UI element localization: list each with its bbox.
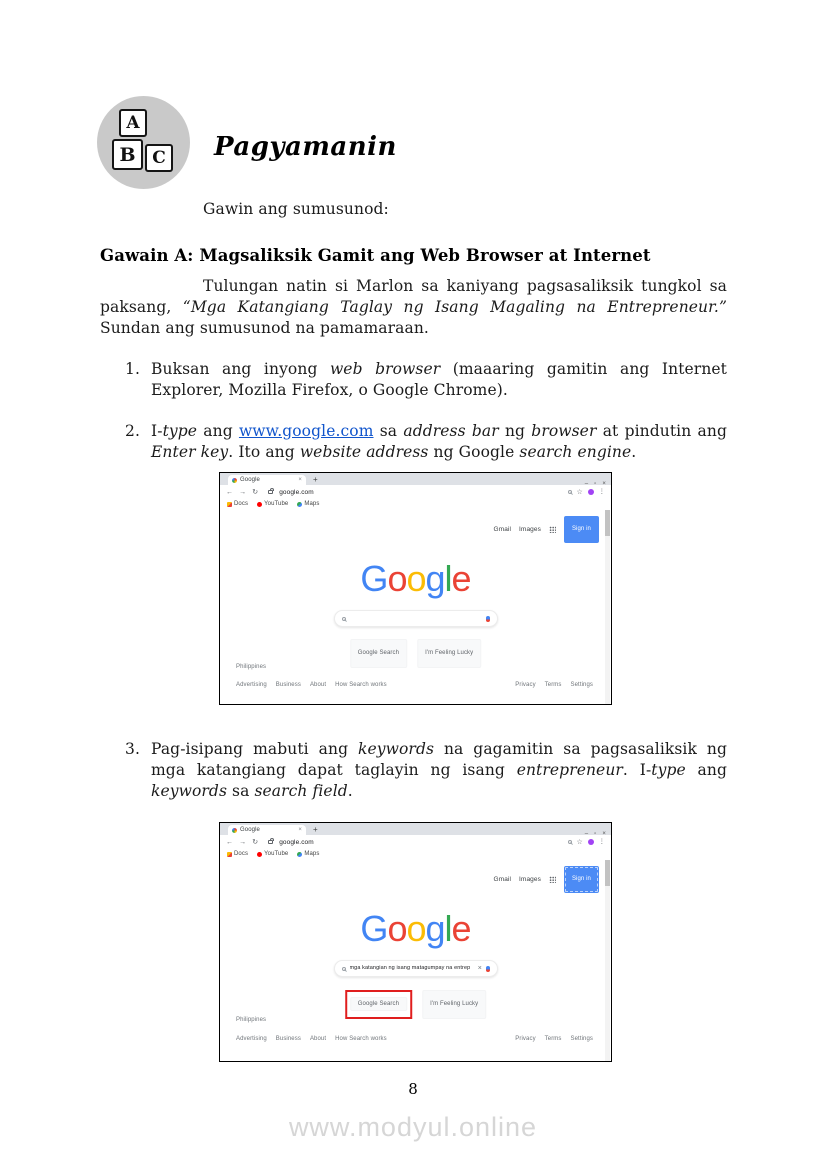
para-text-2: Sundan ang sumusunod na pamamaraan. bbox=[100, 319, 429, 337]
shot1-address-bar[interactable]: google.com bbox=[279, 488, 314, 496]
shot2-tab-strip bbox=[220, 823, 611, 835]
images-link[interactable]: Images bbox=[519, 526, 541, 533]
sign-in-button[interactable]: Sign in bbox=[564, 516, 599, 543]
item3-t3: na gagamitin sa pagsasaliksik ng mga katangiang dapat taglayin ng isang bbox=[151, 740, 727, 779]
back-icon[interactable]: ← bbox=[226, 838, 234, 846]
country-label: Philippines bbox=[236, 664, 267, 670]
reload-icon[interactable]: ↻ bbox=[252, 838, 259, 846]
settings-link[interactable]: Settings bbox=[570, 1036, 593, 1042]
list-item-2-number: 2. bbox=[125, 422, 140, 440]
item1-t3: (maaaring gamitin ang Internet Explorer, Mozilla Firefox, o Google Chrome). bbox=[151, 360, 728, 399]
maps-icon bbox=[297, 852, 302, 857]
youtube-icon bbox=[257, 852, 262, 857]
block-a bbox=[119, 109, 147, 137]
shot1-tab-strip bbox=[220, 473, 611, 485]
shot1-window-controls bbox=[585, 474, 606, 495]
page-number: 8 bbox=[408, 1080, 418, 1098]
advertising-link[interactable]: Advertising bbox=[236, 1036, 267, 1042]
privacy-link[interactable]: Privacy bbox=[515, 1036, 536, 1042]
tab-close-icon[interactable]: × bbox=[298, 476, 302, 483]
menu-dots-icon[interactable]: ⋮ bbox=[598, 488, 605, 495]
tab-close-icon[interactable]: × bbox=[298, 826, 302, 833]
maps-icon bbox=[297, 502, 302, 507]
clear-query-icon[interactable]: × bbox=[477, 965, 482, 972]
logo-l: l bbox=[444, 558, 452, 599]
shot2-browser-tab[interactable] bbox=[228, 825, 306, 835]
business-link[interactable]: Business bbox=[275, 682, 301, 688]
item2-t12: ng Google bbox=[428, 443, 520, 461]
lock-icon bbox=[268, 490, 273, 494]
google-logo bbox=[360, 560, 470, 598]
terms-link[interactable]: Terms bbox=[544, 682, 562, 688]
minimize-icon[interactable]: – bbox=[584, 481, 589, 487]
bookmark-youtube-label: YouTube bbox=[264, 501, 289, 507]
shot2-tab-title: Google bbox=[240, 826, 260, 833]
logo-o2: o bbox=[406, 908, 426, 949]
new-tab-button[interactable]: + bbox=[313, 825, 318, 834]
microphone-icon[interactable] bbox=[486, 616, 490, 622]
para-topic-quote: “Mga Katangiang Taglay ng Isang Magaling na Entrepreneur.” bbox=[182, 298, 727, 316]
item2-t8: at pindutin ang bbox=[596, 422, 727, 440]
shot2-top-links bbox=[494, 866, 599, 893]
block-b-letter: B bbox=[119, 143, 136, 166]
bookmark-star-icon[interactable]: ☆ bbox=[576, 488, 583, 496]
forward-icon[interactable]: → bbox=[239, 838, 247, 846]
logo-g: G bbox=[360, 558, 388, 599]
logo-o1: o bbox=[387, 558, 407, 599]
gmail-link[interactable]: Gmail bbox=[493, 876, 512, 883]
list-item-3 bbox=[100, 739, 727, 802]
back-icon[interactable]: ← bbox=[226, 488, 234, 496]
shot1-top-links bbox=[494, 516, 599, 543]
shot2-scrollbar[interactable] bbox=[605, 860, 610, 1061]
microphone-icon[interactable] bbox=[486, 966, 490, 972]
logo-g: G bbox=[360, 908, 388, 949]
block-b bbox=[112, 139, 143, 170]
bookmark-youtube-label: YouTube bbox=[264, 851, 289, 857]
steps-list bbox=[100, 359, 727, 463]
list-item-2-text bbox=[151, 421, 727, 463]
screenshot-google-homepage bbox=[219, 472, 612, 705]
bookmark-star-icon[interactable]: ☆ bbox=[576, 838, 583, 846]
item3-t8: keywords bbox=[151, 782, 228, 800]
red-highlight-box bbox=[345, 990, 412, 1019]
item2-t14: . bbox=[631, 443, 637, 461]
shot2-bookmarks-bar bbox=[220, 849, 611, 860]
item2-t6: ng bbox=[498, 422, 532, 440]
google-logo bbox=[360, 910, 470, 948]
menu-dots-icon[interactable]: ⋮ bbox=[598, 838, 605, 845]
close-icon[interactable]: × bbox=[602, 481, 606, 487]
logo-g2: g bbox=[425, 908, 445, 949]
list-item-1-text bbox=[151, 359, 727, 401]
shot1-search-buttons bbox=[350, 639, 482, 668]
shot2-search-buttons bbox=[345, 990, 487, 1019]
list-item-1-number: 1. bbox=[125, 360, 140, 378]
feeling-lucky-button[interactable]: I'm Feeling Lucky bbox=[422, 990, 486, 1019]
list-item-2 bbox=[100, 421, 727, 463]
shot1-browser-tab[interactable] bbox=[228, 475, 306, 485]
shot1-tab-title: Google bbox=[240, 476, 260, 483]
list-item-3-number: 3. bbox=[125, 740, 140, 758]
intro-line: Gawin ang sumusunod: bbox=[203, 200, 389, 218]
item3-t7: ang bbox=[685, 761, 727, 779]
shot1-scroll-thumb[interactable] bbox=[605, 510, 610, 536]
bookmark-maps-label: Maps bbox=[304, 851, 320, 857]
item2-t4: sa bbox=[373, 422, 404, 440]
bookmark-maps-label: Maps bbox=[304, 501, 320, 507]
minimize-icon[interactable]: – bbox=[584, 831, 589, 837]
item2-t13: search engine bbox=[519, 443, 632, 461]
item3-t10: search field bbox=[254, 782, 348, 800]
item2-t2: type bbox=[162, 422, 198, 440]
maximize-icon[interactable]: ▫ bbox=[594, 831, 597, 837]
country-label: Philippines bbox=[236, 1017, 267, 1023]
para-text-1: Tulungan natin si Marlon sa kaniyang pagsasaliksik tungkol sa paksang, bbox=[100, 277, 727, 316]
item2-t11: website address bbox=[299, 443, 429, 461]
list-item-1 bbox=[100, 359, 727, 401]
logo-e: e bbox=[451, 908, 471, 949]
list-item-3-text bbox=[151, 739, 727, 802]
section-title: Pagyamanin bbox=[214, 132, 397, 162]
item3-t9: sa bbox=[227, 782, 255, 800]
item3-t5: . I- bbox=[622, 761, 652, 779]
google-favicon-icon bbox=[232, 478, 237, 483]
item2-t5: address bar bbox=[403, 422, 499, 440]
bookmark-docs-label: Docs bbox=[234, 851, 249, 857]
search-query-text[interactable]: mga katangian ng isang matagumpay na entrep bbox=[349, 965, 471, 971]
item1-t1: Buksan ang inyong bbox=[151, 360, 330, 378]
shot1-search-field[interactable] bbox=[334, 610, 498, 627]
shot2-page-body bbox=[220, 860, 611, 1061]
logo-g2: g bbox=[425, 558, 445, 599]
intro-paragraph bbox=[100, 276, 727, 339]
logo-o2: o bbox=[406, 558, 426, 599]
apps-grid-icon[interactable] bbox=[549, 526, 556, 533]
block-c bbox=[145, 144, 173, 172]
search-field-magnifier-icon bbox=[342, 967, 346, 971]
item2-t1: I- bbox=[151, 422, 163, 440]
google-search-button[interactable]: Google Search bbox=[350, 639, 407, 668]
screenshot-google-search-query bbox=[219, 822, 612, 1062]
search-icon[interactable] bbox=[568, 840, 572, 844]
shot2-search-field[interactable] bbox=[334, 960, 498, 977]
shot2-address-bar[interactable]: google.com bbox=[279, 838, 314, 846]
images-link[interactable]: Images bbox=[519, 876, 541, 883]
item1-t2: web browser bbox=[329, 360, 441, 378]
shot2-window-controls bbox=[585, 824, 606, 845]
reload-icon[interactable]: ↻ bbox=[252, 488, 259, 496]
shot1-scrollbar[interactable] bbox=[605, 510, 610, 704]
item2-t9: Enter key bbox=[151, 443, 229, 461]
logo-o1: o bbox=[387, 908, 407, 949]
logo-e: e bbox=[451, 558, 471, 599]
terms-link[interactable]: Terms bbox=[544, 1036, 562, 1042]
youtube-icon bbox=[257, 502, 262, 507]
forward-icon[interactable]: → bbox=[239, 488, 247, 496]
item3-t11: . bbox=[347, 782, 353, 800]
apps-grid-icon[interactable] bbox=[549, 876, 556, 883]
lock-icon bbox=[268, 840, 273, 844]
gmail-link[interactable]: Gmail bbox=[493, 526, 512, 533]
activity-title: Gawain A: Magsaliksik Gamit ang Web Browser at Internet bbox=[100, 246, 651, 265]
search-field-magnifier-icon bbox=[342, 617, 346, 621]
shot2-scroll-thumb[interactable] bbox=[605, 860, 610, 886]
feeling-lucky-button[interactable]: I'm Feeling Lucky bbox=[417, 639, 481, 668]
close-icon[interactable]: × bbox=[602, 831, 606, 837]
privacy-link[interactable]: Privacy bbox=[515, 682, 536, 688]
shot1-bookmarks-bar bbox=[220, 499, 611, 510]
docs-icon bbox=[227, 852, 232, 857]
google-url-link[interactable]: www.google.com bbox=[238, 422, 374, 440]
search-icon[interactable] bbox=[568, 490, 572, 494]
google-favicon-icon bbox=[232, 828, 237, 833]
logo-l: l bbox=[444, 908, 452, 949]
document-content bbox=[100, 199, 727, 1062]
shot1-footer-links bbox=[236, 675, 593, 696]
item2-t7: browser bbox=[531, 422, 597, 440]
item3-t4: entrepreneur bbox=[516, 761, 623, 779]
how-search-works-link[interactable]: How Search works bbox=[335, 682, 387, 688]
abc-blocks-icon bbox=[97, 96, 190, 189]
sign-in-button[interactable]: Sign in bbox=[564, 866, 599, 893]
item2-t3: ang bbox=[197, 422, 239, 440]
about-link[interactable]: About bbox=[309, 682, 327, 688]
block-c-letter: C bbox=[152, 148, 166, 168]
watermark: www.modyul.online bbox=[288, 1112, 538, 1142]
item3-t2: keywords bbox=[358, 740, 435, 758]
settings-link[interactable]: Settings bbox=[570, 682, 593, 688]
about-link[interactable]: About bbox=[309, 1036, 327, 1042]
bookmark-docs-label: Docs bbox=[234, 501, 249, 507]
block-a-letter: A bbox=[126, 113, 140, 133]
new-tab-button[interactable]: + bbox=[313, 475, 318, 484]
business-link[interactable]: Business bbox=[275, 1036, 301, 1042]
google-search-button[interactable]: Google Search bbox=[350, 997, 407, 1011]
docs-icon bbox=[227, 502, 232, 507]
item3-t1: Pag-isipang mabuti ang bbox=[151, 740, 359, 758]
maximize-icon[interactable]: ▫ bbox=[594, 481, 597, 487]
shot1-page-body bbox=[220, 510, 611, 704]
item3-t6: type bbox=[651, 761, 686, 779]
item2-t10: . Ito ang bbox=[228, 443, 300, 461]
shot2-footer-links bbox=[236, 1029, 593, 1050]
advertising-link[interactable]: Advertising bbox=[236, 682, 267, 688]
how-search-works-link[interactable]: How Search works bbox=[335, 1036, 387, 1042]
